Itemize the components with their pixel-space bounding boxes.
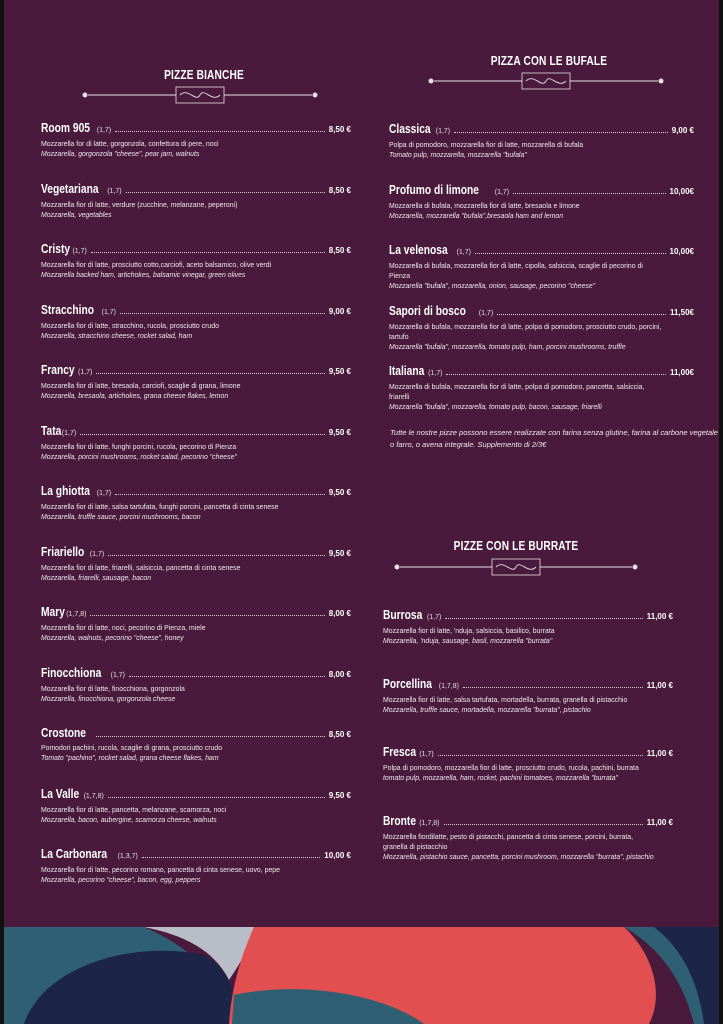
menu-item-header (41, 484, 351, 501)
menu-item-english: Mozzarella, stracchino cheese, rocket salad, ham (41, 330, 193, 340)
dotted-leader (91, 252, 325, 253)
menu-item-name: La ghiotta (41, 484, 90, 498)
menu-item (389, 304, 694, 352)
ornament-divider-icon (80, 84, 320, 106)
menu-item-allergens: (1,7) (426, 614, 442, 621)
menu-item-description: Pomodori pachini, rucola, scaglie di grana, prosciutto crudo (41, 743, 223, 752)
menu-item-header (41, 787, 351, 804)
menu-item-price: 9,00 € (328, 306, 351, 316)
dotted-leader (513, 193, 665, 194)
menu-item (383, 745, 673, 783)
dotted-leader (497, 314, 666, 315)
menu-item (41, 484, 351, 522)
section-title-bianche: PIZZE BIANCHE (164, 67, 244, 82)
dotted-leader (90, 615, 324, 616)
menu-item-description: Mozzarella fior di latte, funghi porcini, rucola, pecorino di Pienza (41, 441, 237, 451)
menu-item-allergens: (1,7,8) (419, 819, 440, 827)
dotted-leader (115, 494, 325, 495)
menu-item-name: Cristy (41, 242, 71, 256)
menu-item-description: Mozzarella fior di latte, pancetta, melanzane, scamorza, noci (41, 804, 227, 814)
menu-item-english: Mozzarella backed ham, artichokes, balsamic vinegar, green olives (41, 270, 246, 279)
menu-item-header (383, 608, 673, 625)
menu-item-name: Fresca (383, 745, 417, 759)
menu-item-english: Mozzarella, truffle sauce, porcini mushrooms, bacon (41, 512, 201, 521)
menu-item-price: 10,00 € (324, 851, 351, 860)
menu-item-name: Profumo di limone (389, 182, 479, 197)
menu-item-allergens: (1,7) (494, 188, 510, 196)
menu-item-name: La velenosa (389, 243, 448, 257)
menu-item-header (389, 243, 694, 260)
dotted-leader (108, 555, 325, 556)
menu-item (41, 121, 351, 159)
menu-page (4, 0, 719, 1024)
menu-item (41, 303, 351, 341)
menu-item-name: La Valle (41, 786, 80, 801)
menu-item-name: Crostone (41, 726, 86, 740)
menu-item (41, 666, 351, 704)
menu-item-header (41, 666, 351, 683)
menu-item-allergens: (1,7) (110, 671, 126, 679)
menu-item-english: Mozzarella, walnuts, pecorino "cheese", honey (41, 633, 184, 642)
menu-item-allergens: (1,7,8) (83, 792, 104, 800)
menu-item-price: 8,50 € (328, 185, 351, 195)
menu-item-name: Stracchino (41, 302, 94, 317)
menu-item-price: 8,50 € (328, 125, 351, 134)
menu-item-description: Mozzarella fior di latte, 'nduja, salsiccia, basilico, burrata (383, 626, 555, 635)
menu-item (41, 605, 351, 643)
menu-item-english: Mozzarella, vegetables (41, 209, 112, 219)
menu-item-description: Mozzarella fior di latte, verdure (zucchine, melanzane, peperoni) (41, 199, 238, 209)
dotted-leader (120, 313, 325, 314)
menu-item-description: Mozzarella fiordilatte, pesto di pistacchi, pancetta di cinta senese, porcini, burrata, granella di pistacchio (383, 831, 634, 851)
footer-decoration (4, 925, 719, 1024)
menu-item (41, 726, 351, 763)
menu-item-allergens: (1,7) (96, 490, 112, 497)
menu-item-allergens: (1,7) (478, 309, 494, 317)
menu-item-header (389, 304, 694, 321)
menu-item-header (389, 364, 694, 381)
menu-item-description: Mozzarella fior di latte, friarelli, salsiccia, pancetta di cinta senese (41, 562, 241, 572)
dotted-leader (115, 131, 325, 132)
menu-item-allergens: (1,7) (435, 128, 451, 135)
menu-item-description: Mozzarella di bufala, mozzarella fior di latte, polpa di pomodoro, pancetta, salsiccia, friarelli (389, 382, 645, 401)
menu-item-header (41, 303, 351, 320)
menu-item (41, 545, 351, 583)
menu-item-description: Mozzarella fior di latte, salsa tartufata, mortadella, burrata, granella di pistacchio (383, 694, 628, 704)
menu-item-allergens: (1,3,7) (117, 853, 138, 860)
menu-item (41, 787, 351, 825)
menu-item-description: Polpa di pomodoro, mozzarella fior di latte, prosciutto crudo, rucola, pachini, burrata (383, 763, 639, 772)
dotted-leader (445, 618, 642, 619)
menu-item-description: Mozzarella fior di latte, pecorino romano, pancetta di cinta senese, uovo, pepe (41, 865, 280, 874)
menu-item-price: 10,00€ (669, 247, 694, 256)
menu-item-description: Mozzarella fior di latte, prosciutto cotto,carciofi, aceto balsamico, olive verdi (41, 260, 272, 269)
menu-item-price: 8,50 € (328, 730, 351, 739)
dotted-leader (108, 797, 325, 798)
menu-item-price: 8,00 € (328, 609, 351, 618)
menu-item-allergens: (1,7) (78, 369, 93, 376)
menu-item-header (41, 121, 351, 138)
menu-item-name: Room 905 (41, 121, 90, 135)
menu-item-description: Mozzarella fior di latte, finocchiona, gorgonzola (41, 683, 185, 693)
menu-item-description: Mozzarella di bufala, mozzarella fior di latte, polpa di pomodoro, prosciutto crudo, porcini, tartufo (389, 321, 662, 341)
menu-item-name: Friariello (41, 544, 85, 559)
menu-item-header (41, 545, 351, 562)
menu-item-allergens: (1,7) (428, 370, 443, 377)
menu-item-english: Tomato "pachino", rocket salad, grana cheese flakes, ham (41, 753, 219, 762)
menu-item (41, 847, 351, 885)
menu-item-name: Tata (41, 423, 62, 438)
menu-item (383, 608, 673, 646)
menu-item (389, 122, 694, 160)
section-title-bufale: PIZZA CON LE BUFALE (490, 53, 608, 68)
menu-item-name: Bronte (383, 813, 417, 828)
menu-item-english: Mozzarella, porcini mushrooms, rocket salad, pecorino "cheese" (41, 451, 237, 461)
menu-item-english: Mozzarella "bufala", mozzarella, onion, sausage, pecorino "cheese" (389, 281, 596, 290)
menu-item-english: Mozzarella "bufala", mozzarella, tomato pulp, ham, porcini mushrooms, truffle (389, 341, 626, 351)
menu-item-description: Mozzarella for di latte, gorgonzola, confettura di pere, noci (41, 139, 219, 148)
menu-item-allergens: (1,7,8) (438, 682, 459, 690)
ornament-divider-icon (426, 70, 666, 92)
menu-item-price: 11,00 € (646, 817, 673, 827)
menu-item-header (41, 424, 351, 441)
menu-item-header (41, 605, 351, 622)
dotted-leader (80, 434, 325, 435)
menu-item-header (41, 242, 351, 259)
menu-item-price: 8,50 € (328, 246, 351, 255)
section-title-burrate: PIZZE CON LE BURRATE (453, 538, 579, 553)
menu-item-header (383, 745, 673, 762)
dotted-leader (96, 373, 324, 374)
menu-item-english: Mozzarella, finocchiona, gorgonzola cheese (41, 693, 176, 703)
menu-item-allergens: (1,7) (72, 248, 87, 255)
menu-item-header (389, 183, 694, 200)
dotted-leader (454, 132, 668, 133)
menu-item-description: Mozzarella fior di latte, bresaola, carciofi, scaglie di grana, limone (41, 381, 241, 390)
menu-item-english: Mozzarella "bufala", mozzarella, tomato pulp, bacon, sausage, friarelli (389, 402, 602, 411)
dotted-leader (142, 857, 320, 858)
dotted-leader (96, 736, 325, 737)
menu-item-price: 9,50 € (328, 548, 351, 558)
menu-item-header (41, 182, 351, 199)
menu-item-price: 9,00 € (671, 126, 694, 135)
dotted-leader (446, 374, 665, 375)
menu-item (41, 424, 351, 462)
menu-item-english: Mozzarella, pecorino "cheese", bacon, egg, peppers (41, 875, 201, 884)
menu-item-english: Tomato pulp, mozzarella, mozzarella "bufala" (389, 150, 527, 159)
menu-item-price: 9,50 € (328, 488, 351, 497)
menu-item-name: Mary (41, 605, 65, 619)
menu-item-name: Finocchiona (41, 665, 102, 680)
menu-item-description: Mozzarella di bufala, mozzarella fior di latte, bresaola e limone (389, 200, 580, 210)
menu-item-allergens: (1,7) (89, 550, 105, 558)
menu-item-english: Mozzarella, pistachio sauce, pancetta, porcini mushroom, mozzarella "burrata", pistachio (383, 851, 654, 861)
menu-item-name: Sapori di bosco (389, 303, 466, 318)
menu-item-english: Mozzarella, 'nduja, sausage, basil, mozzarella "burrata" (383, 636, 553, 645)
gluten-free-note: Tutte le nostre pizze possono essere realizzate con farina senza glutine, farina al carbone vegetale o farro, o avena integrale. Supplemento di 2/3€ (390, 428, 718, 449)
menu-item-name: Burrosa (383, 608, 423, 622)
menu-item-price: 9,50 € (328, 790, 351, 800)
menu-item-price: 11,00 € (646, 749, 673, 758)
menu-item-header (41, 363, 351, 380)
menu-item (389, 183, 694, 221)
menu-item-english: Mozzarella, gorgonzola "cheese", pear jam, walnuts (41, 149, 200, 158)
menu-item-name: La Carbonara (41, 847, 108, 861)
menu-item-price: 11,00€ (669, 368, 694, 377)
menu-item-allergens: (1,7) (107, 187, 122, 195)
menu-item-name: Vegetariana (41, 181, 99, 196)
dotted-leader (438, 755, 643, 756)
menu-item-header (389, 122, 694, 139)
menu-item-price: 11,00 € (646, 612, 673, 621)
menu-item-english: tomato pulp, mozzarella, ham, rocket, pachini tomatoes, mozzarella "burrata" (383, 773, 619, 782)
menu-item (389, 364, 694, 412)
menu-item (389, 243, 694, 291)
menu-item-header (41, 726, 351, 742)
menu-item-allergens: (1,7) (96, 127, 112, 134)
menu-item (383, 677, 673, 715)
menu-item-description: Polpa di pomodoro, mozzarella fior di latte, mozzarella di bufala (389, 140, 584, 149)
menu-item-header (383, 814, 673, 831)
menu-item-allergens: (1,7) (456, 249, 471, 256)
menu-item-price: 11,00 € (646, 680, 673, 690)
menu-item (41, 182, 351, 220)
menu-item-price: 10,00€ (669, 186, 694, 196)
menu-item-header (41, 847, 351, 864)
menu-item-description: Mozzarella di bufala, mozzarella fior di latte, cipolla, salsiccia, scaglie di pecorino di Pienza (389, 261, 643, 280)
menu-item-allergens: (1,7) (61, 429, 77, 437)
dotted-leader (444, 824, 643, 825)
menu-item-allergens: (1,7) (419, 751, 434, 758)
menu-item-name: Porcellina (383, 676, 432, 691)
menu-item-price: 8,00 € (328, 669, 351, 679)
menu-item (41, 242, 351, 280)
menu-item (41, 363, 351, 401)
menu-item-name: Italiana (389, 364, 425, 378)
menu-item (383, 814, 673, 862)
menu-item-english: Mozzarella, truffle sauce, mortadella, mozzarella "burrata", pistachio (383, 704, 591, 714)
menu-item-price: 9,50 € (328, 367, 351, 376)
menu-item-english: Mozzarella, bacon, aubergine, scamorza cheese, walnuts (41, 814, 217, 824)
menu-item-name: Francy (41, 363, 75, 377)
ornament-divider-icon (392, 556, 640, 578)
menu-item-english: Mozzarella, bresaola, artichokes, grana cheese flakes, lemon (41, 391, 229, 400)
dotted-leader (129, 676, 325, 677)
dotted-leader (463, 687, 643, 688)
menu-item-english: Mozzarella, mozzarella "bufala",bresaola ham and lemon (389, 210, 564, 220)
menu-item-name: Classica (389, 122, 431, 136)
dotted-leader (475, 253, 666, 254)
dotted-leader (126, 192, 325, 193)
menu-item-price: 9,50 € (328, 427, 351, 437)
menu-item-description: Mozzarella fior di latte, salsa tartufata, funghi porcini, pancetta di cinta senese (41, 502, 279, 511)
menu-item-price: 11,50€ (669, 307, 694, 317)
menu-item-description: Mozzarella fior di latte, noci, pecorino di Pienza, miele (41, 623, 206, 632)
menu-item-description: Mozzarella fior di latte, stracchino, rucola, prosciutto crudo (41, 320, 219, 330)
menu-item-english: Mozzarella, friarelli, sausage, bacon (41, 572, 152, 582)
menu-item-allergens: (1,7,8) (66, 611, 87, 618)
menu-item-allergens: (1,7) (101, 308, 117, 316)
menu-item-header (383, 677, 673, 694)
